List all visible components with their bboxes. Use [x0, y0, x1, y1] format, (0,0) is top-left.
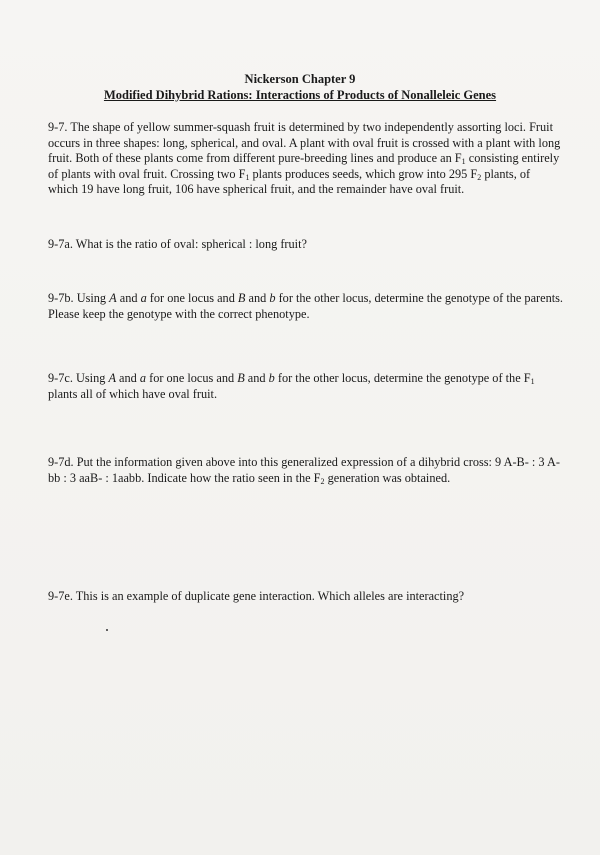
question-9-7e: 9-7e. This is an example of duplicate gene interaction. Which alleles are interacting?: [48, 589, 465, 603]
question-9-7c: [48, 371, 563, 402]
subscript-1: 1: [530, 377, 535, 386]
q-c-text: 9-7c. Using: [48, 371, 109, 385]
intro-text-3: plants produces seeds, which grow into 295 F: [249, 166, 478, 181]
subscript-1: 1: [461, 157, 466, 167]
problem-9-7-intro: [48, 120, 563, 198]
q-c-text: for the other locus, determine the genotype of the F: [274, 371, 531, 385]
subscript-2: 2: [477, 172, 482, 182]
q-b-text: 9-7b. Using: [48, 291, 110, 305]
page-subtitle: Modified Dihybrid Rations: Interactions of Products of Nonalleleic Genes: [103, 88, 497, 102]
q-c-text: for one locus and: [146, 371, 238, 385]
allele-A: A: [108, 371, 116, 385]
allele-A: A: [109, 291, 117, 305]
subscript-1: 1: [245, 172, 250, 182]
subscript-2: 2: [320, 476, 325, 486]
allele-a: a: [140, 291, 147, 305]
intro-text-1: The shape of yellow summer-squash fruit is determined by two independently assorting loci. Fruit occurs in three shapes: long, spherical, and oval. A plant with oval fruit is crossed with a plant with long fruit. Both of these plants come from different pure-breeding lines and produce an F: [48, 120, 561, 166]
pen-mark: [106, 629, 108, 631]
q-c-text: plants all of which have oval fruit.: [48, 386, 218, 401]
problem-number: 9-7.: [48, 120, 68, 134]
allele-b: b: [269, 291, 276, 305]
q-c-text: and: [115, 371, 140, 385]
q-d-text: generation was obtained.: [324, 470, 451, 485]
q-b-text: and: [245, 291, 270, 305]
intro-text-2: consisting entirely of plants with oval fruit. Crossing two F: [48, 151, 560, 181]
intro-text-4: plants, of which 19 have long fruit, 106 have spherical fruit, and the remainder have oval fruit.: [48, 166, 531, 197]
question-9-7b: [48, 291, 563, 322]
q-b-text: for the other locus, determine the genotype of the parents. Please keep the genotype with the correct phenotype.: [48, 291, 564, 321]
allele-B: B: [237, 291, 246, 305]
allele-a: a: [139, 371, 147, 385]
q-d-text: 9-7d. Put the information given above into this generalized expression of a dihybrid cross: 9 A-B- : 3 A-bb : 3 aaB- : 1aabb. Indicate how the ratio seen in the F: [48, 455, 560, 485]
q-c-text: and: [244, 371, 269, 385]
question-9-7d: [48, 455, 563, 486]
q-b-text: and: [116, 291, 141, 305]
allele-b: b: [268, 371, 275, 385]
page-title: Nickerson Chapter 9: [244, 72, 356, 86]
allele-B: B: [237, 371, 245, 385]
q-b-text: for one locus and: [146, 291, 238, 305]
question-9-7a: 9-7a. What is the ratio of oval: spherical : long fruit?: [48, 237, 307, 251]
